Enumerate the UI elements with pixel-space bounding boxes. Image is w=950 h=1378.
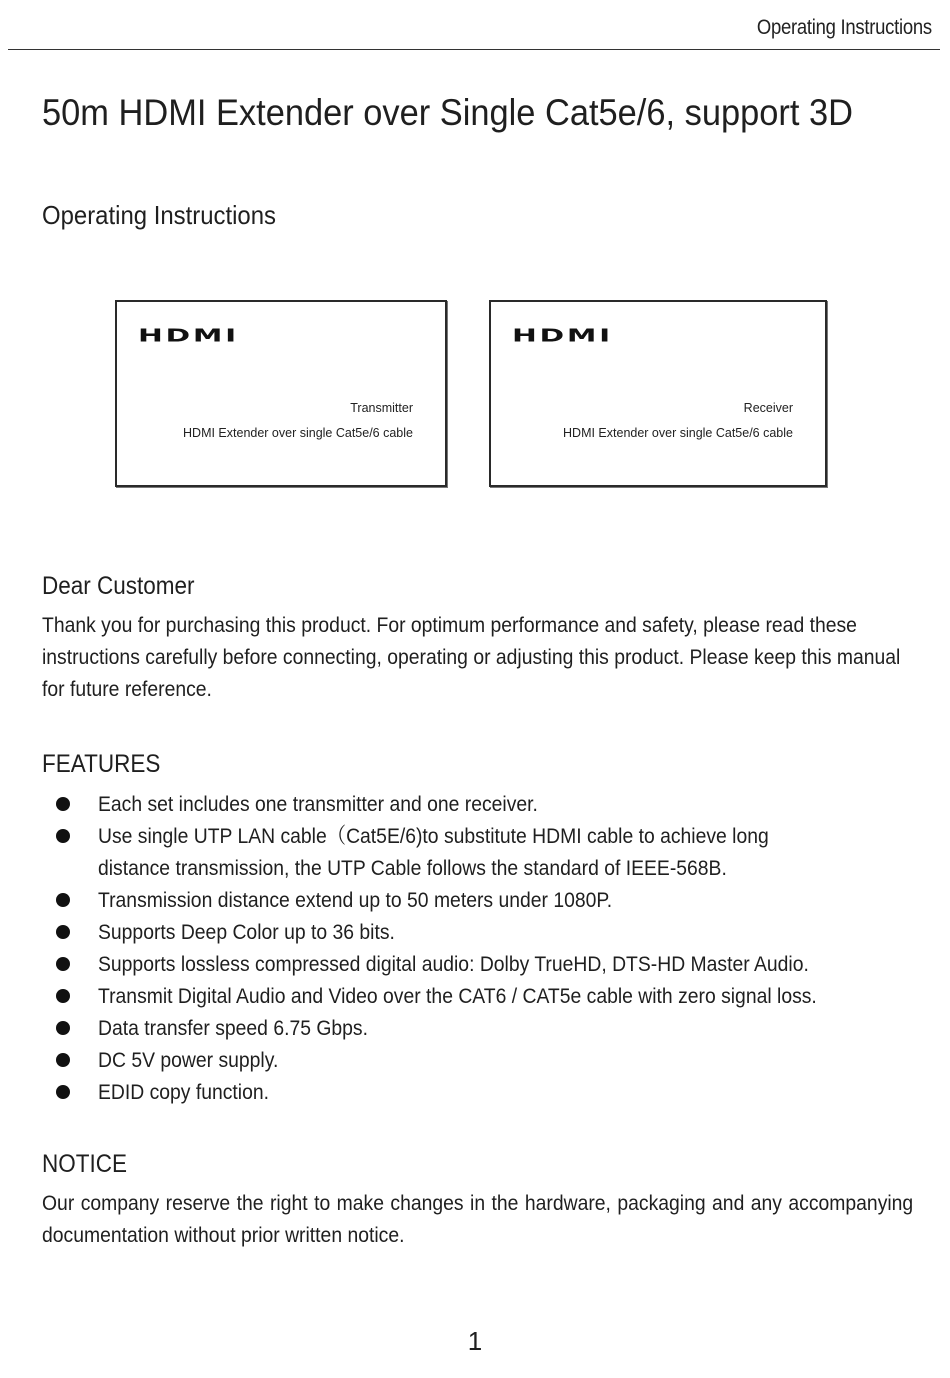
list-item [0, 980, 950, 1012]
document-subtitle: Operating Instructions [42, 200, 277, 230]
bullet-icon [56, 829, 70, 843]
notice-heading: NOTICE [42, 1150, 128, 1178]
bullet-icon [56, 925, 70, 939]
dear-customer-heading: Dear Customer [42, 572, 195, 600]
list-item [0, 948, 950, 980]
notice-paragraph: Our company reserve the right to make changes in the hardware, packaging and any accompanying documentation without prior written notice. [42, 1191, 914, 1247]
feature-text: Transmission distance extend up to 50 meters under 1080P. [98, 888, 613, 912]
hdmi-logo: HDMI [138, 326, 239, 347]
document-title: 50m HDMI Extender over Single Cat5e/6, support 3D [42, 92, 853, 133]
feature-text: DC 5V power supply. [98, 1048, 279, 1072]
transmitter-description: HDMI Extender over single Cat5e/6 cable [183, 426, 413, 440]
dear-customer-paragraph: Thank you for purchasing this product. For optimum performance and safety, please read these instructions carefully before connecting, operating or adjusting this product. Please keep this manual for future reference. [42, 613, 901, 701]
list-item [0, 820, 950, 884]
list-item [0, 1076, 950, 1108]
bullet-icon [56, 893, 70, 907]
features-heading: FEATURES [42, 750, 161, 778]
hdmi-logo: HDMI [512, 326, 613, 347]
bullet-icon [56, 957, 70, 971]
feature-text: EDID copy function. [98, 1080, 270, 1104]
receiver-label-box [489, 300, 827, 487]
list-item [0, 884, 950, 916]
feature-text: Supports Deep Color up to 36 bits. [98, 920, 395, 944]
feature-text: Each set includes one transmitter and one receiver. [98, 792, 538, 816]
feature-text: Data transfer speed 6.75 Gbps. [98, 1016, 368, 1040]
features-list [0, 788, 950, 1108]
header-divider [8, 49, 940, 50]
page-number: 1 [467, 1326, 483, 1356]
feature-text: Supports lossless compressed digital audio: Dolby TrueHD, DTS-HD Master Audio. [98, 952, 809, 976]
list-item [0, 916, 950, 948]
running-header-title: Operating Instructions [757, 16, 932, 39]
list-item [0, 1044, 950, 1076]
list-item [0, 788, 950, 820]
transmitter-role-label: Transmitter [350, 401, 413, 415]
receiver-role-label: Receiver [743, 401, 793, 415]
bullet-icon [56, 797, 70, 811]
receiver-description: HDMI Extender over single Cat5e/6 cable [563, 426, 793, 440]
bullet-icon [56, 1053, 70, 1067]
bullet-icon [56, 1021, 70, 1035]
feature-text: Transmit Digital Audio and Video over the CAT6 / CAT5e cable with zero signal loss. [98, 984, 817, 1008]
transmitter-label-box [115, 300, 447, 487]
list-item [0, 1012, 950, 1044]
bullet-icon [56, 1085, 70, 1099]
feature-text: Use single UTP LAN cable（Cat5E/6)to substitute HDMI cable to achieve long distance transmission, the UTP Cable follows the standard of IEEE-568B. [98, 824, 769, 880]
bullet-icon [56, 989, 70, 1003]
